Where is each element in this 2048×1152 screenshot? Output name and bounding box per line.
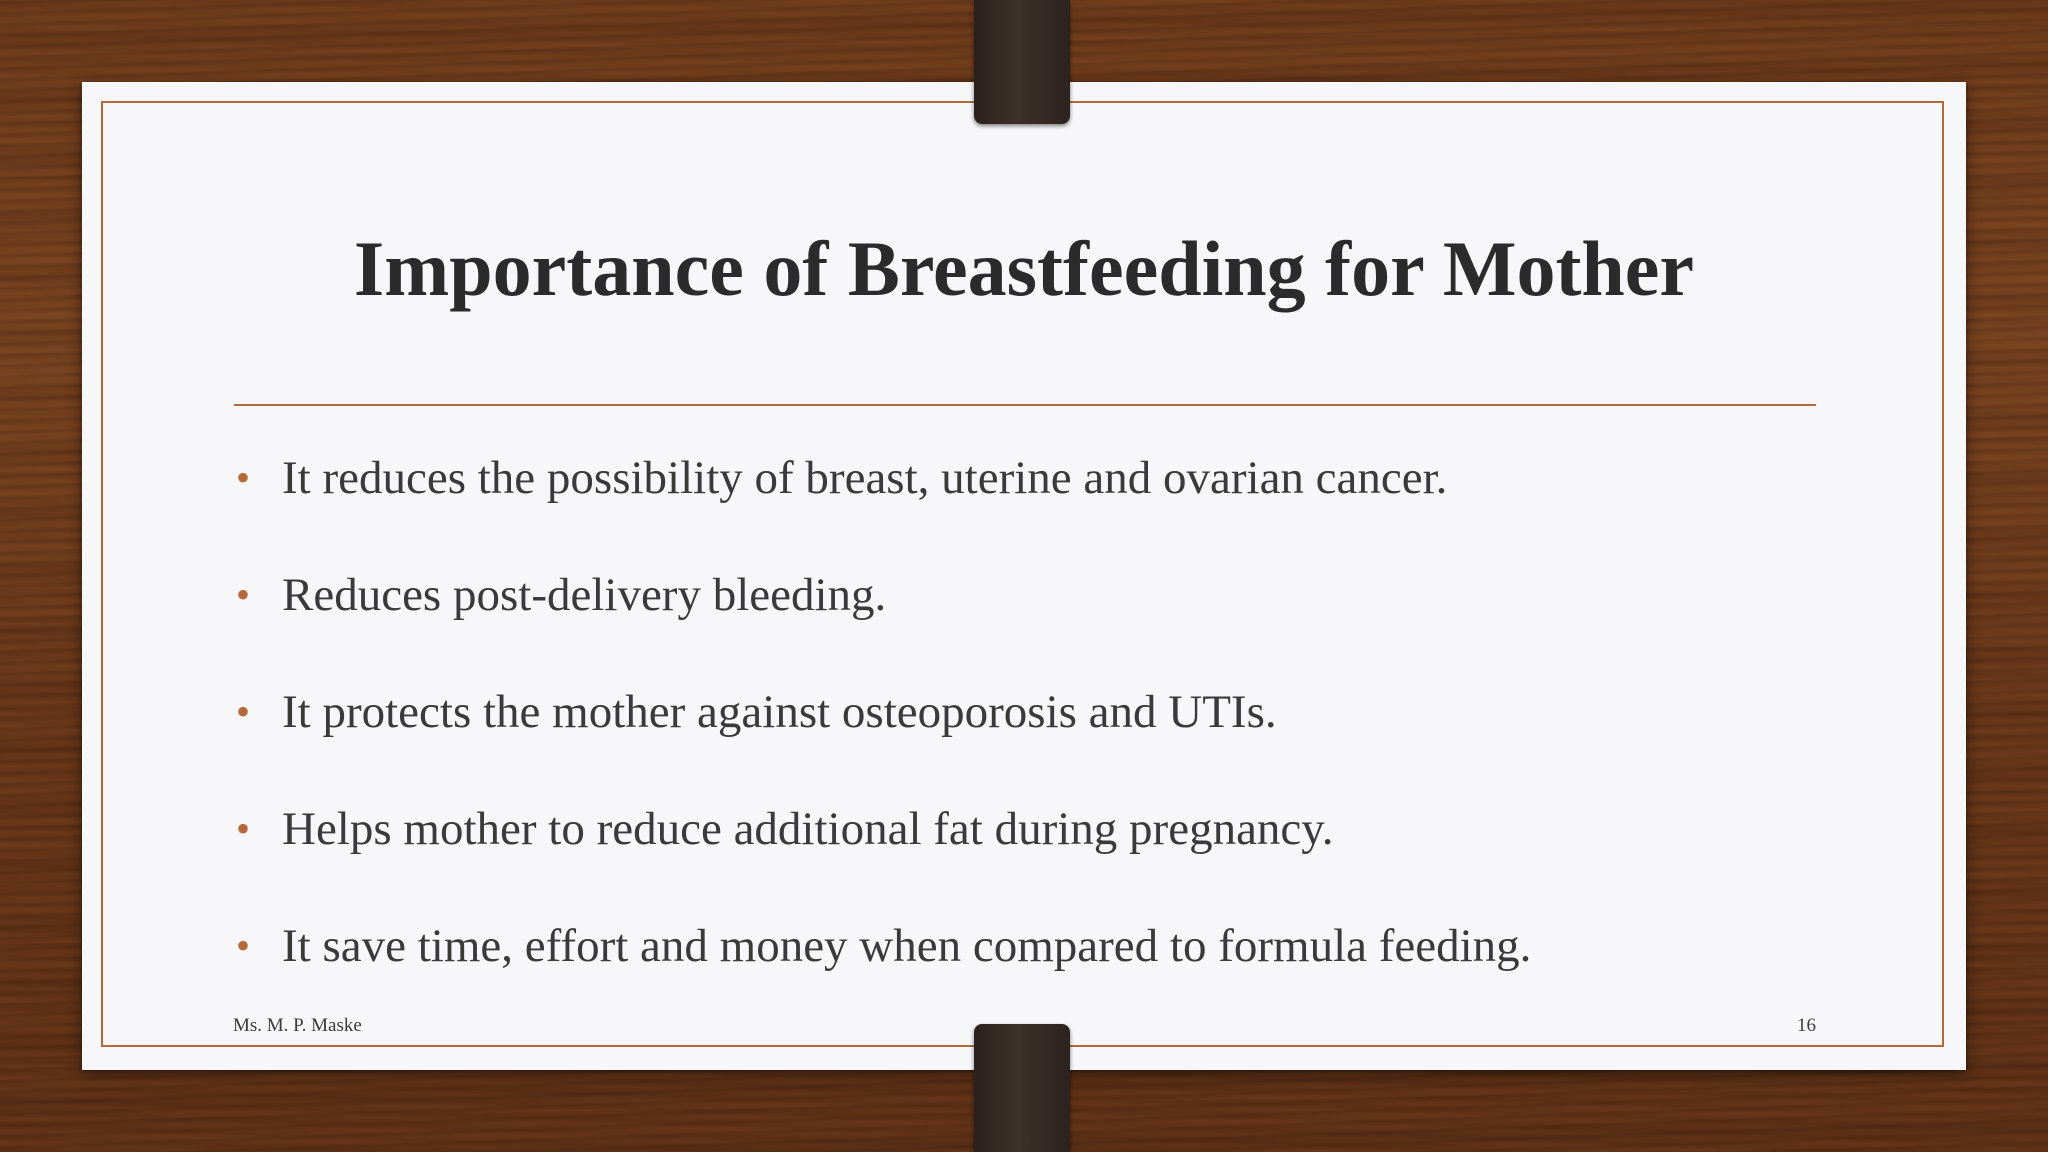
bullet-list (234, 442, 1834, 1027)
bullet-text: Helps mother to reduce additional fat during pregnancy. (282, 803, 1334, 855)
binder-clip-top (974, 0, 1070, 124)
bullet-text: It save time, effort and money when compared to formula feeding. (282, 920, 1532, 972)
bullet-text: Reduces post-delivery bleeding. (282, 569, 887, 621)
bullet-item (234, 676, 1834, 793)
bullet-icon: • (236, 689, 251, 734)
bullet-icon: • (236, 572, 251, 617)
footer-author: Ms. M. P. Maske (233, 1015, 362, 1036)
bullet-item (234, 793, 1834, 910)
bullet-text: It protects the mother against osteoporosis and UTIs. (282, 686, 1277, 738)
binder-clip-bottom (974, 1024, 1070, 1152)
bullet-text: It reduces the possibility of breast, uterine and ovarian cancer. (282, 452, 1448, 504)
bullet-item (234, 559, 1834, 676)
bullet-icon: • (236, 455, 251, 500)
bullet-icon: • (236, 923, 251, 968)
footer-page-number: 16 (1797, 1015, 1816, 1036)
bullet-item (234, 442, 1834, 559)
bullet-item (234, 910, 1834, 1027)
title-divider (234, 404, 1816, 406)
bullet-icon: • (236, 806, 251, 851)
slide-title: Importance of Breastfeeding for Mother (353, 225, 1695, 312)
